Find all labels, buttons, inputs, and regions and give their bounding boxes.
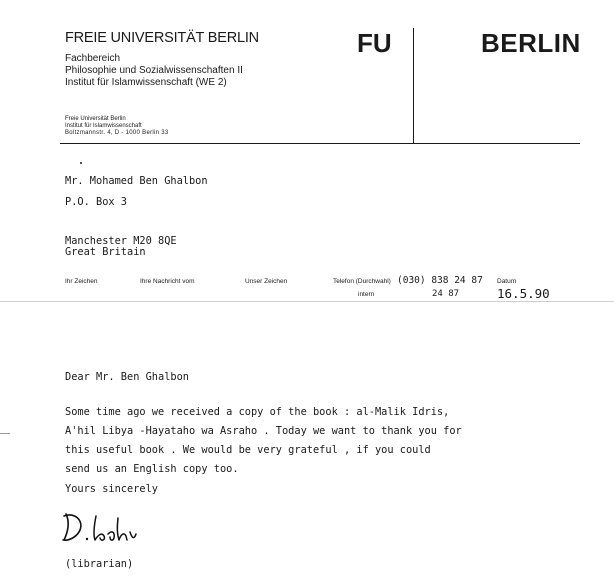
ref-intern-value: 24 87 <box>432 289 460 299</box>
recipient-city: Manchester M20 8QE <box>65 235 177 247</box>
return-address-line-2: Institut für Islamwissenschaft <box>65 123 142 129</box>
department-line-1: Fachbereich <box>65 53 121 64</box>
recipient-country: Great Britain <box>65 246 146 258</box>
ref-your-sign-label: Ihr Zeichen <box>65 278 98 285</box>
ref-your-message-label: Ihre Nachricht vom <box>140 278 195 285</box>
body-line-2: A'hil Libya -Hayataho wa Asraho . Today we want to thank you for <box>65 425 462 437</box>
handwritten-signature <box>60 510 140 546</box>
ref-phone-value: (030) 838 24 87 <box>397 275 483 286</box>
body-line-1: Some time ago we received a copy of the book : al-Malik Idris, <box>65 406 450 418</box>
salutation: Dear Mr. Ben Ghalbon <box>65 371 189 383</box>
margin-mark <box>0 433 10 434</box>
ref-date-value: 16.5.90 <box>497 286 550 301</box>
university-name: FREIE UNIVERSITÄT BERLIN <box>65 30 259 46</box>
berlin-logo: BERLIN <box>481 28 581 58</box>
ref-our-sign-label: Unser Zeichen <box>245 278 288 285</box>
department-line-3: Institut für Islamwissenschaft (WE 2) <box>65 77 227 88</box>
closing: Yours sincerely <box>65 483 158 495</box>
logo-divider <box>413 28 414 143</box>
fu-logo: FU <box>357 28 392 58</box>
signatory-role: (librarian) <box>65 558 134 570</box>
return-address-line-1: Freie Universität Berlin <box>65 116 126 122</box>
ref-intern-label: intern <box>358 291 375 298</box>
letterhead-rule <box>60 143 580 144</box>
department-line-2: Philosophie und Sozialwissenschaften II <box>65 65 243 76</box>
return-address-line-3: Boltzmannstr. 4, D - 1000 Berlin 33 <box>65 130 169 136</box>
recipient-name: Mr. Mohamed Ben Ghalbon <box>65 175 208 187</box>
body-line-3: this useful book . We would be very grateful , if you could <box>65 444 431 456</box>
ref-phone-label: Telefon (Durchwahl) <box>333 278 391 285</box>
ref-date-label: Datum <box>497 278 517 285</box>
page-fold-line <box>0 301 614 302</box>
body-line-4: send us an English copy too. <box>65 463 239 475</box>
window-mark <box>80 162 82 164</box>
recipient-box: P.O. Box 3 <box>65 196 127 208</box>
